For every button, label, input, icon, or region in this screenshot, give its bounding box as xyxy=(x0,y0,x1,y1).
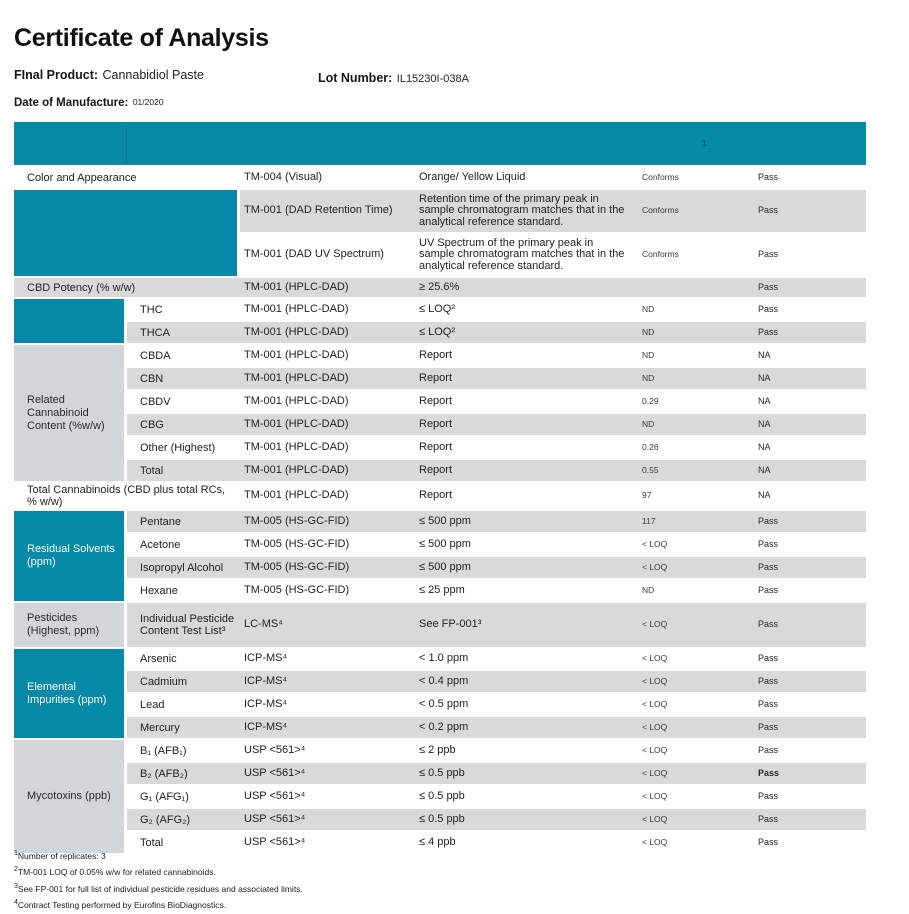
test-subname-cell: B₁ (AFB₁) xyxy=(127,740,240,761)
passfail-cell: Pass xyxy=(745,167,866,188)
footnote-line xyxy=(14,863,303,879)
result-cell: ND xyxy=(630,322,745,343)
spec-cell: ≤ 500 ppm xyxy=(415,557,630,578)
header-subattribute-cell xyxy=(127,122,240,165)
passfail-cell: Pass xyxy=(745,649,866,669)
passfail-cell: NA xyxy=(745,437,866,458)
result-cell: ND xyxy=(630,299,745,320)
method-cell: ICP-MS⁴ xyxy=(240,694,415,715)
footnotes xyxy=(14,847,303,912)
final-product-label: FInal Product: xyxy=(14,68,99,82)
spec-cell: Report xyxy=(415,483,630,509)
passfail-cell: NA xyxy=(745,414,866,435)
method-cell: TM-001 (HPLC-DAD) xyxy=(240,278,415,297)
test-subname-cell: Other (Highest) xyxy=(127,437,240,458)
test-subname-cell: CBDA xyxy=(127,345,240,366)
method-cell: TM-004 (Visual) xyxy=(240,167,415,188)
method-cell: TM-005 (HS-GC-FID) xyxy=(240,557,415,578)
test-subname-cell: Lead xyxy=(127,694,240,715)
test-name-cell: Color and Appearance xyxy=(14,167,240,188)
result-cell: < LOQ xyxy=(630,694,745,715)
header-spec-cell xyxy=(415,122,630,165)
test-group-cell: Elemental Impurities (ppm) xyxy=(14,649,127,738)
test-subname-cell: CBN xyxy=(127,368,240,389)
method-cell: USP <561>⁴ xyxy=(240,786,415,807)
passfail-cell: Pass xyxy=(745,190,866,232)
footnote-superscript: 4 xyxy=(14,898,18,906)
table-row xyxy=(14,391,866,412)
passfail-cell: Pass xyxy=(745,580,866,601)
table-row xyxy=(14,278,866,297)
test-subname-cell: Individual Pesticide Content Test List³ xyxy=(127,603,240,647)
passfail-cell: NA xyxy=(745,483,866,509)
method-cell: TM-005 (HS-GC-FID) xyxy=(240,511,415,532)
passfail-cell: NA xyxy=(745,460,866,481)
method-cell: TM-001 (HPLC-DAD) xyxy=(240,437,415,458)
spec-cell: Report xyxy=(415,414,630,435)
passfail-cell: Pass xyxy=(745,832,866,853)
method-cell: TM-001 (HPLC-DAD) xyxy=(240,299,415,320)
table-row xyxy=(14,557,866,578)
method-cell: USP <561>⁴ xyxy=(240,832,415,853)
header-passfail-cell xyxy=(745,122,866,165)
footnote-superscript: 3 xyxy=(14,882,18,890)
table-row xyxy=(14,809,866,830)
table-header-row xyxy=(14,122,866,165)
method-cell: TM-001 (HPLC-DAD) xyxy=(240,414,415,435)
result-cell: 0.29 xyxy=(630,391,745,412)
footnote-text: TM-001 LOQ of 0.05% w/w for related cannabinoids. xyxy=(17,867,216,878)
table-row xyxy=(14,299,866,320)
table-row xyxy=(14,740,866,761)
table-row xyxy=(14,511,866,532)
method-cell: USP <561>⁴ xyxy=(240,740,415,761)
spec-cell: < 1.0 ppm xyxy=(415,649,630,669)
result-cell: Conforms xyxy=(630,190,745,232)
method-cell: LC-MS⁴ xyxy=(240,603,415,647)
spec-cell: Report xyxy=(415,460,630,481)
test-subname-cell: THC xyxy=(127,299,240,320)
footnote-text: See FP-001 for full list of individual pesticide residues and associated limits. xyxy=(17,883,303,894)
table-row xyxy=(14,580,866,601)
passfail-cell: NA xyxy=(745,391,866,412)
test-group-cell: Mycotoxins (ppb) xyxy=(14,740,127,853)
header-attribute-cell xyxy=(14,122,127,165)
table-row xyxy=(14,763,866,784)
test-subname-cell: Arsenic xyxy=(127,649,240,669)
manufacture-date-row xyxy=(14,93,164,111)
passfail-cell: Pass xyxy=(745,322,866,343)
test-group-cell: Pesticides (Highest, ppm) xyxy=(14,603,127,647)
passfail-cell: Pass xyxy=(745,717,866,738)
spec-cell: ≤ 4 ppb xyxy=(415,832,630,853)
lot-number-value: IL15230I-038A xyxy=(396,73,469,85)
footnote-line xyxy=(14,896,303,912)
table-row xyxy=(14,345,866,366)
spec-cell: UV Spectrum of the primary peak in sample chromatogram matches that in the analytical reference standard. xyxy=(415,234,630,276)
passfail-cell: Pass xyxy=(745,557,866,578)
test-subname-cell: B₂ (AFB₂) xyxy=(127,763,240,784)
passfail-cell: Pass xyxy=(745,763,866,784)
method-cell: ICP-MS⁴ xyxy=(240,717,415,738)
table-row xyxy=(14,483,866,509)
final-product-row xyxy=(14,66,204,84)
table-row xyxy=(14,414,866,435)
test-name-cell: Total Cannabinoids (CBD plus total RCs, % w/w) xyxy=(14,483,240,509)
footnote-text: Number of replicates: 3 xyxy=(17,850,106,861)
passfail-cell: Pass xyxy=(745,299,866,320)
footnote-line xyxy=(14,880,303,896)
passfail-cell: Pass xyxy=(745,809,866,830)
result-cell: ND xyxy=(630,345,745,366)
spec-cell: Report xyxy=(415,437,630,458)
passfail-cell: Pass xyxy=(745,234,866,276)
spec-cell: ≤ 0.5 ppb xyxy=(415,786,630,807)
lot-number-label: Lot Number: xyxy=(318,71,393,85)
result-cell: < LOQ xyxy=(630,809,745,830)
test-group-cell: Residual Solvents (ppm) xyxy=(14,511,127,601)
method-cell: TM-001 (HPLC-DAD) xyxy=(240,391,415,412)
test-subname-cell: Hexane xyxy=(127,580,240,601)
result-cell: < LOQ xyxy=(630,649,745,669)
table-row xyxy=(14,717,866,738)
spec-cell: Report xyxy=(415,345,630,366)
manufacture-date-value: 01/2020 xyxy=(132,97,164,107)
result-cell: < LOQ xyxy=(630,557,745,578)
method-cell: TM-001 (HPLC-DAD) xyxy=(240,460,415,481)
result-cell: < LOQ xyxy=(630,786,745,807)
result-cell xyxy=(630,278,745,297)
spec-cell: ≤ LOQ² xyxy=(415,299,630,320)
footnote-text: Contract Testing performed by Eurofins BioDiagnostics. xyxy=(17,899,227,910)
method-cell: TM-001 (DAD UV Spectrum) xyxy=(240,234,415,276)
spec-cell: Retention time of the primary peak in sample chromatogram matches that in the analytical reference standard. xyxy=(415,190,630,232)
test-subname-cell: Isopropyl Alcohol xyxy=(127,557,240,578)
table-row xyxy=(14,649,866,669)
test-subname-cell: CBG xyxy=(127,414,240,435)
spec-cell: ≤ 2 ppb xyxy=(415,740,630,761)
result-cell: < LOQ xyxy=(630,671,745,692)
table-row xyxy=(14,671,866,692)
spec-cell: ≤ 500 ppm xyxy=(415,534,630,555)
method-cell: TM-001 (HPLC-DAD) xyxy=(240,322,415,343)
header-method-cell xyxy=(240,122,415,165)
passfail-cell: NA xyxy=(745,368,866,389)
spec-cell: ≤ LOQ² xyxy=(415,322,630,343)
footnote-superscript: 1 xyxy=(14,850,18,857)
passfail-cell: Pass xyxy=(745,278,866,297)
spec-cell: Orange/ Yellow Liquid xyxy=(415,167,630,188)
passfail-cell: Pass xyxy=(745,694,866,715)
test-group-cell: Related Cannabinoid Content (%w/w) xyxy=(14,345,127,481)
passfail-cell: Pass xyxy=(745,603,866,647)
lot-number-row xyxy=(318,69,469,87)
result-cell: 0.55 xyxy=(630,460,745,481)
final-product-value: Cannabidiol Paste xyxy=(102,68,204,82)
page-title: Certificate of Analysis xyxy=(14,24,269,52)
table-row xyxy=(14,534,866,555)
result-cell: < LOQ xyxy=(630,763,745,784)
result-cell: Conforms xyxy=(630,167,745,188)
spec-cell: See FP-001³ xyxy=(415,603,630,647)
manufacture-date-label: Date of Manufacture: xyxy=(14,97,129,109)
method-cell: TM-005 (HS-GC-FID) xyxy=(240,580,415,601)
result-cell: Conforms xyxy=(630,234,745,276)
table-row xyxy=(14,322,866,343)
test-subname-cell: G₁ (AFG₁) xyxy=(127,786,240,807)
test-group-cell xyxy=(14,190,240,276)
test-subname-cell: G₂ (AFG₂) xyxy=(127,809,240,830)
method-cell: ICP-MS⁴ xyxy=(240,671,415,692)
result-cell: 0.26 xyxy=(630,437,745,458)
table-row xyxy=(14,786,866,807)
result-cell: ND xyxy=(630,414,745,435)
test-group-cell xyxy=(14,299,127,343)
result-cell: < LOQ xyxy=(630,534,745,555)
table-row xyxy=(14,437,866,458)
spec-cell: ≤ 25 ppm xyxy=(415,580,630,601)
footnote-superscript: 2 xyxy=(14,866,18,874)
footnote-line xyxy=(14,847,303,863)
test-subname-cell: CBDV xyxy=(127,391,240,412)
test-subname-cell: THCA xyxy=(127,322,240,343)
passfail-cell: Pass xyxy=(745,671,866,692)
spec-cell: < 0.4 ppm xyxy=(415,671,630,692)
coa-table xyxy=(14,120,866,855)
passfail-cell: Pass xyxy=(745,511,866,532)
test-subname-cell: Cadmium xyxy=(127,671,240,692)
result-cell: < LOQ xyxy=(630,717,745,738)
header-result-cell xyxy=(630,122,745,165)
result-cell: < LOQ xyxy=(630,603,745,647)
table-row xyxy=(14,167,866,188)
result-cell: ND xyxy=(630,368,745,389)
spec-cell: Report xyxy=(415,368,630,389)
result-cell: ND xyxy=(630,580,745,601)
passfail-cell: Pass xyxy=(745,534,866,555)
method-cell: USP <561>⁴ xyxy=(240,763,415,784)
spec-cell: < 0.2 ppm xyxy=(415,717,630,738)
method-cell: TM-001 (HPLC-DAD) xyxy=(240,483,415,509)
test-subname-cell: Total xyxy=(127,832,240,853)
table-row xyxy=(14,190,866,232)
method-cell: TM-001 (HPLC-DAD) xyxy=(240,345,415,366)
result-header-superscript: 1 xyxy=(702,139,707,148)
table-row xyxy=(14,460,866,481)
spec-cell: < 0.5 ppm xyxy=(415,694,630,715)
method-cell: ICP-MS⁴ xyxy=(240,649,415,669)
table-row xyxy=(14,694,866,715)
test-name-cell: CBD Potency (% w/w) xyxy=(14,278,240,297)
table-row xyxy=(14,368,866,389)
spec-cell: Report xyxy=(415,391,630,412)
passfail-cell: NA xyxy=(745,345,866,366)
test-subname-cell: Acetone xyxy=(127,534,240,555)
test-subname-cell: Mercury xyxy=(127,717,240,738)
method-cell: USP <561>⁴ xyxy=(240,809,415,830)
result-cell: 97 xyxy=(630,483,745,509)
test-subname-cell: Pentane xyxy=(127,511,240,532)
spec-cell: ≤ 500 ppm xyxy=(415,511,630,532)
spec-cell: ≤ 0.5 ppb xyxy=(415,809,630,830)
passfail-cell: Pass xyxy=(745,740,866,761)
method-cell: TM-005 (HS-GC-FID) xyxy=(240,534,415,555)
spec-cell: ≥ 25.6% xyxy=(415,278,630,297)
result-cell: < LOQ xyxy=(630,740,745,761)
method-cell: TM-001 (DAD Retention Time) xyxy=(240,190,415,232)
test-subname-cell: Total xyxy=(127,460,240,481)
result-cell: 117 xyxy=(630,511,745,532)
passfail-cell: Pass xyxy=(745,786,866,807)
table-row xyxy=(14,603,866,647)
method-cell: TM-001 (HPLC-DAD) xyxy=(240,368,415,389)
result-cell: < LOQ xyxy=(630,832,745,853)
spec-cell: ≤ 0.5 ppb xyxy=(415,763,630,784)
